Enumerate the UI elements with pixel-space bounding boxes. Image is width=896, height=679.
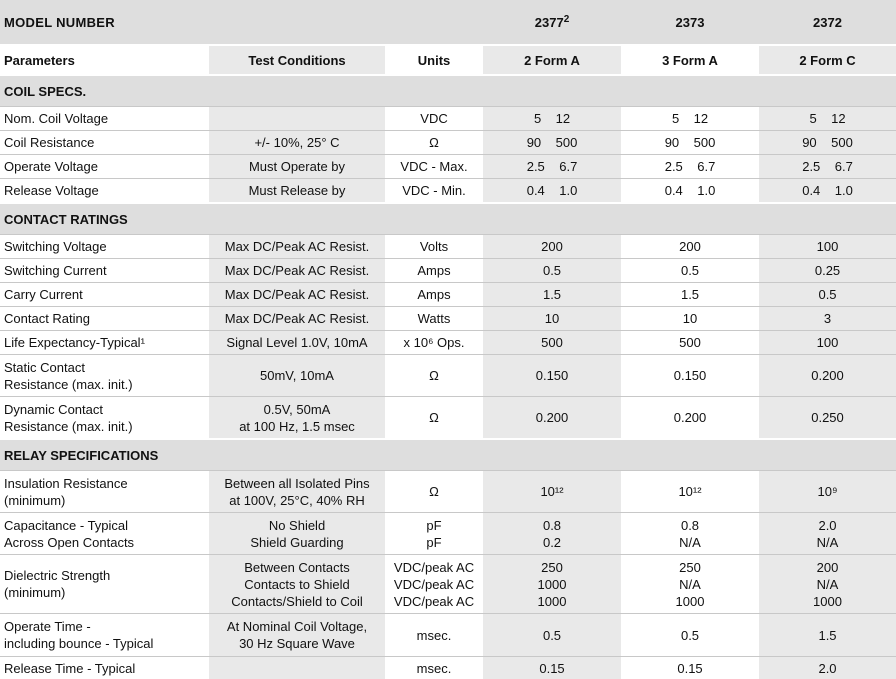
test-condition-cell: Max DC/Peak AC Resist. <box>209 235 385 259</box>
value-cell: 0.8 0.2 <box>483 513 621 555</box>
parameter-cell: Nom. Coil Voltage <box>0 107 209 131</box>
units-cell: Amps <box>385 259 483 283</box>
value-cell: 0.200 <box>759 355 896 397</box>
parameter-cell: Release Time - Typical <box>0 657 209 679</box>
value-cell: 1.5 <box>759 614 896 657</box>
spec-row <box>0 614 896 657</box>
spec-row <box>0 355 896 397</box>
parameter-cell: Insulation Resistance (minimum) <box>0 471 209 513</box>
units-cell: Volts <box>385 235 483 259</box>
value-cell: 90 500 <box>483 131 621 155</box>
value-cell: 1.5 <box>621 283 759 307</box>
parameter-cell: Switching Voltage <box>0 235 209 259</box>
parameter-cell: Release Voltage <box>0 179 209 204</box>
parameter-cell: Dielectric Strength (minimum) <box>0 555 209 614</box>
value-cell: 0.200 <box>621 397 759 440</box>
spec-row <box>0 283 896 307</box>
section-header-row <box>0 203 896 235</box>
test-condition-cell: 0.5V, 50mA at 100 Hz, 1.5 msec <box>209 397 385 440</box>
model-number: 2373 <box>676 15 705 30</box>
test-condition-cell <box>209 657 385 679</box>
units-cell: Amps <box>385 283 483 307</box>
value-cell: 0.5 <box>483 614 621 657</box>
form-header: 3 Form A <box>621 45 759 75</box>
value-cell: 200 <box>621 235 759 259</box>
units-cell: VDC - Min. <box>385 179 483 204</box>
parameter-cell: Switching Current <box>0 259 209 283</box>
value-cell: 0.15 <box>621 657 759 679</box>
test-condition-cell: No Shield Shield Guarding <box>209 513 385 555</box>
value-cell: 0.25 <box>759 259 896 283</box>
parameters-header-row <box>0 45 896 75</box>
value-cell: 0.5 <box>621 614 759 657</box>
test-condition-cell: Must Operate by <box>209 155 385 179</box>
test-condition-cell: Between all Isolated Pins at 100V, 25°C, 40% RH <box>209 471 385 513</box>
value-cell: 2.0 <box>759 657 896 679</box>
value-cell: 10 <box>483 307 621 331</box>
test-condition-cell: At Nominal Coil Voltage, 30 Hz Square Wave <box>209 614 385 657</box>
value-cell: 0.5 <box>759 283 896 307</box>
value-cell: 500 <box>483 331 621 355</box>
parameter-cell: Life Expectancy-Typical¹ <box>0 331 209 355</box>
test-condition-cell: Max DC/Peak AC Resist. <box>209 283 385 307</box>
value-cell: 250 1000 1000 <box>483 555 621 614</box>
value-cell: 0.4 1.0 <box>621 179 759 204</box>
test-condition-cell: Signal Level 1.0V, 10mA <box>209 331 385 355</box>
units-cell: msec. <box>385 614 483 657</box>
value-cell: 10 <box>621 307 759 331</box>
value-cell: 90 500 <box>759 131 896 155</box>
value-cell: 200 N/A 1000 <box>759 555 896 614</box>
value-cell: 0.150 <box>621 355 759 397</box>
parameter-cell: Operate Time - including bounce - Typical <box>0 614 209 657</box>
section-header-row <box>0 439 896 471</box>
spec-row <box>0 513 896 555</box>
model-number: 2372 <box>813 15 842 30</box>
test-condition-cell: Between Contacts Contacts to Shield Contacts/Shield to Coil <box>209 555 385 614</box>
spec-row <box>0 555 896 614</box>
test-condition-cell <box>209 107 385 131</box>
value-cell: 0.150 <box>483 355 621 397</box>
section-header-row <box>0 75 896 107</box>
parameter-cell: Capacitance - Typical Across Open Contacts <box>0 513 209 555</box>
model-number-cell <box>759 0 896 45</box>
test-conditions-header: Test Conditions <box>209 45 385 75</box>
form-header: 2 Form C <box>759 45 896 75</box>
parameter-cell: Dynamic Contact Resistance (max. init.) <box>0 397 209 440</box>
spec-row <box>0 107 896 131</box>
spec-sections <box>0 75 896 679</box>
units-cell: Watts <box>385 307 483 331</box>
model-number-row <box>0 0 896 45</box>
units-cell: Ω <box>385 471 483 513</box>
test-condition-cell: 50mV, 10mA <box>209 355 385 397</box>
spec-row <box>0 131 896 155</box>
test-condition-cell: Max DC/Peak AC Resist. <box>209 307 385 331</box>
spec-row <box>0 331 896 355</box>
model-superscript: 2 <box>564 14 570 25</box>
model-number-cell <box>483 0 621 45</box>
value-cell: 2.5 6.7 <box>621 155 759 179</box>
units-cell: VDC <box>385 107 483 131</box>
value-cell: 0.5 <box>483 259 621 283</box>
spec-row <box>0 471 896 513</box>
value-cell: 0.5 <box>621 259 759 283</box>
form-header: 2 Form A <box>483 45 621 75</box>
value-cell: 0.15 <box>483 657 621 679</box>
spec-row <box>0 397 896 440</box>
value-cell: 5 12 <box>759 107 896 131</box>
section-title: CONTACT RATINGS <box>0 203 896 235</box>
test-condition-cell: Max DC/Peak AC Resist. <box>209 259 385 283</box>
units-cell: Ω <box>385 131 483 155</box>
parameter-cell: Operate Voltage <box>0 155 209 179</box>
parameters-header: Parameters <box>0 45 209 75</box>
spec-row <box>0 155 896 179</box>
value-cell: 10¹² <box>621 471 759 513</box>
spec-row <box>0 307 896 331</box>
value-cell: 90 500 <box>621 131 759 155</box>
section-title: RELAY SPECIFICATIONS <box>0 439 896 471</box>
units-cell: Ω <box>385 355 483 397</box>
test-condition-cell: +/- 10%, 25° C <box>209 131 385 155</box>
value-cell: 5 12 <box>483 107 621 131</box>
value-cell: 0.8 N/A <box>621 513 759 555</box>
value-cell: 500 <box>621 331 759 355</box>
value-cell: 100 <box>759 331 896 355</box>
value-cell: 2.0 N/A <box>759 513 896 555</box>
value-cell: 1.5 <box>483 283 621 307</box>
value-cell: 0.200 <box>483 397 621 440</box>
value-cell: 0.4 1.0 <box>483 179 621 204</box>
units-header: Units <box>385 45 483 75</box>
units-cell: pF pF <box>385 513 483 555</box>
model-number-cell <box>621 0 759 45</box>
value-cell: 3 <box>759 307 896 331</box>
test-condition-cell: Must Release by <box>209 179 385 204</box>
units-cell: VDC - Max. <box>385 155 483 179</box>
units-cell: x 10⁶ Ops. <box>385 331 483 355</box>
spec-row <box>0 235 896 259</box>
value-cell: 0.4 1.0 <box>759 179 896 204</box>
units-cell: VDC/peak AC VDC/peak AC VDC/peak AC <box>385 555 483 614</box>
value-cell: 200 <box>483 235 621 259</box>
parameter-cell: Coil Resistance <box>0 131 209 155</box>
value-cell: 100 <box>759 235 896 259</box>
value-cell: 250 N/A 1000 <box>621 555 759 614</box>
model-number: 2377 <box>535 15 564 30</box>
value-cell: 10⁹ <box>759 471 896 513</box>
value-cell: 2.5 6.7 <box>483 155 621 179</box>
value-cell: 10¹² <box>483 471 621 513</box>
value-cell: 5 12 <box>621 107 759 131</box>
model-number-title: MODEL NUMBER <box>0 0 483 45</box>
spec-row <box>0 259 896 283</box>
spec-row <box>0 657 896 679</box>
units-cell: msec. <box>385 657 483 679</box>
spec-row <box>0 179 896 204</box>
value-cell: 0.250 <box>759 397 896 440</box>
value-cell: 2.5 6.7 <box>759 155 896 179</box>
units-cell: Ω <box>385 397 483 440</box>
parameter-cell: Contact Rating <box>0 307 209 331</box>
parameter-cell: Static Contact Resistance (max. init.) <box>0 355 209 397</box>
parameter-cell: Carry Current <box>0 283 209 307</box>
section-title: COIL SPECS. <box>0 75 896 107</box>
